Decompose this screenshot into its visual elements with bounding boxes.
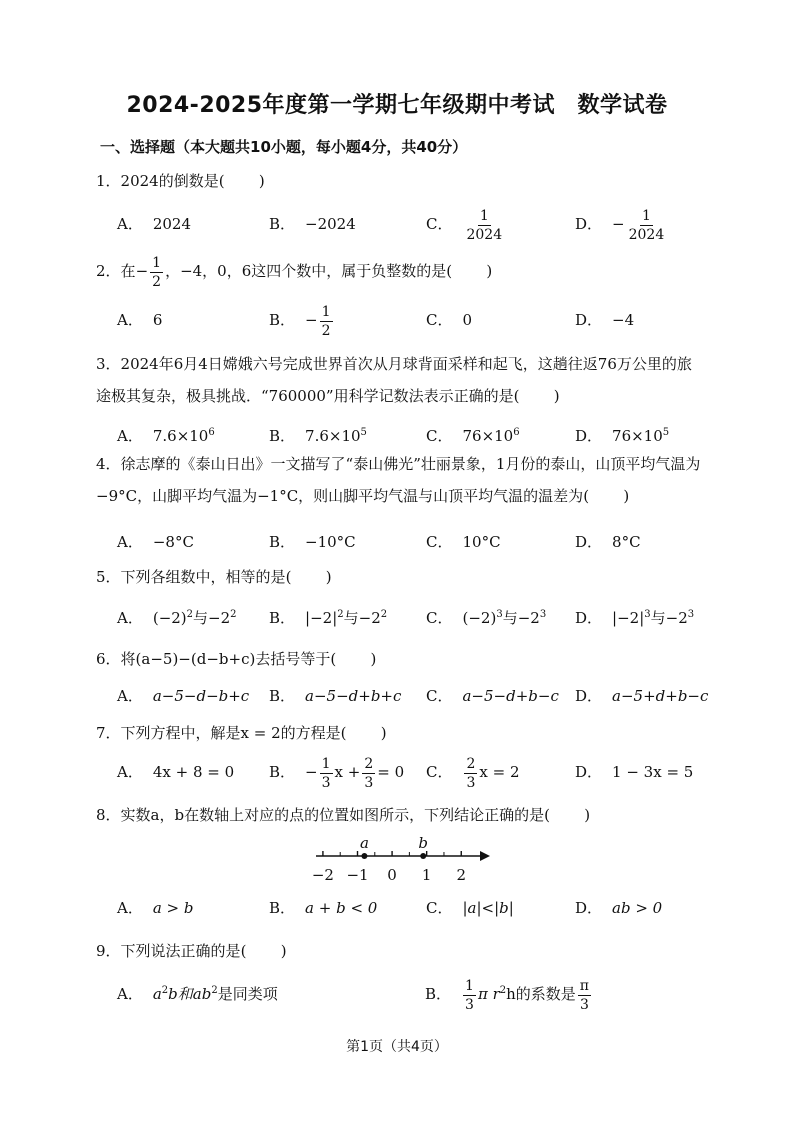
option-d: D． −4 [575,311,635,329]
number-line-point-label: b [418,834,429,852]
option-a: A． $(-2)^2$与$-2^2$ [117,609,237,627]
option-d: D． a−5+d+b−c [575,687,709,705]
option-b: B． a−5−d+b+c [269,687,402,705]
question-8-options [117,888,717,928]
option-a: A． $a^2b$和$ab^2$是同类项 [117,985,278,1003]
answer-blank [286,560,332,594]
question-3: 3．2024年6月4日嫦娥六号完成世界首次从月球背面采样和起飞，这趟往返76万公里的旅途极其复杂，极具挑战．“760000”用科学记数法表示正确的是( ) [96,348,706,412]
question-1-options [117,204,717,244]
option-a: A． 6 [117,311,163,329]
question-2-options [117,300,717,340]
fraction: $\frac{1}{2024}$ [466,207,503,243]
option-b: B． $\frac{1}{3}$ π $r^2h$的系数是 $\frac{\pi}{3}$ [425,977,589,1013]
option-d: D． $76\times 10^5$ [575,427,670,445]
option-c: C． $\frac{1}{2024}$ [426,207,503,243]
fraction: $\frac{1}{3}$ [465,977,474,1013]
question-4-options [117,522,717,562]
question-6: 6．将(a−5)−(d−b+c)去括号等于( ) [96,642,706,676]
number-line-point-a [361,853,367,859]
option-c: C． a−5−d+b−c [426,687,559,705]
number-line-tick-label: −1 [346,866,369,884]
option-d: D． 8°C [575,533,641,551]
option-d: D． − $\frac{1}{2024}$ [575,207,665,243]
option-b: B． $|-2|^2$与$-2^2$ [269,609,388,627]
question-2: 2．在− $\frac{1}{2}$ ，−4，0，6这四个数中，属于负整数的是( ) [96,254,706,289]
option-c: C． |a|<|b| [426,899,514,917]
number-line-tick-label: 1 [421,866,432,884]
page-footer: 第1页（共4页） [346,1039,448,1055]
answer-blank [446,254,492,288]
number-line-arrow [480,851,490,861]
question-1: 1．2024的倒数是( ) [96,164,706,198]
question-4: 4．徐志摩的《泰山日出》一文描写了“泰山佛光”壮丽景象，1月份的泰山，山顶平均气温为−9°C，山脚平均气温为−1°C，则山脚平均气温与山顶平均气温的温差为( ) [96,448,706,512]
number-line-point-label: a [359,834,369,852]
option-c: C． $\frac{2}{3}$ x = 2 [426,755,520,791]
answer-blank [514,380,560,412]
option-c: C． $76\times 10^6$ [426,427,520,445]
answer-blank [341,716,387,750]
section-heading: 一、选择题（本大题共10小题，每小题4分，共40分） [100,138,468,156]
option-b: B． −10°C [269,533,356,551]
option-a: A． −8°C [117,533,194,551]
exam-title: 2024-2025年度第一学期七年级期中考试 数学试卷 [126,93,668,118]
question-9: 9．下列说法正确的是( ) [96,934,706,968]
answer-blank [544,798,590,832]
number-line-point-b [420,853,426,859]
answer-blank [219,164,265,198]
option-c: C． 0 [426,311,473,329]
option-a: A． $7.6\times 10^6$ [117,427,215,445]
option-b: B． a + b < 0 [269,899,378,917]
option-a: A． 2024 [117,215,192,233]
question-5-options [117,598,717,638]
fraction: $\frac{1}{2}$ [152,254,162,290]
answer-blank [330,642,376,676]
number-line-figure [306,832,496,888]
option-c: C． $(-2)^3$与$-2^3$ [426,609,547,627]
option-a: A． a > b [117,899,194,917]
fraction: $\frac{1}{2}$ [321,303,331,339]
fraction: $\frac{\pi}{3}$ [579,977,589,1013]
option-a: A． a−5−d−b+c [117,687,250,705]
number-line-tick-label: 2 [456,866,467,884]
option-b: B． − $\frac{1}{2}$ [269,303,331,339]
option-d: D． 1 − 3x = 5 [575,763,694,781]
option-b: B． −2024 [269,215,356,233]
question-6-options [117,676,717,716]
question-5: 5．下列各组数中，相等的是( ) [96,560,706,594]
question-7: 7．下列方程中，解是x = 2的方程是( ) [96,716,706,750]
question-7-options [117,752,717,792]
option-d: D． $|-2|^3$与$-2^3$ [575,609,695,627]
option-a: A． 4x + 8 = 0 [117,763,235,781]
fraction: $\frac{2}{3}$ [364,755,374,791]
fraction: $\frac{2}{3}$ [466,755,476,791]
option-c: C． 10°C [426,533,501,551]
option-b: B． $7.6\times 10^5$ [269,427,367,445]
number-line-tick-label: 0 [387,866,397,884]
option-b: B． − $\frac{1}{3}$ x + $\frac{2}{3}$ = 0 [269,755,405,791]
fraction: $\frac{1}{3}$ [321,755,331,791]
fraction: $\frac{1}{2024}$ [628,207,665,243]
answer-blank [583,480,629,512]
answer-blank [241,934,287,968]
question-8: 8．实数a，b在数轴上对应的点的位置如图所示，下列结论正确的是( ) [96,798,706,832]
number-line-tick-label: −2 [311,866,334,884]
option-d: D． ab > 0 [575,899,663,917]
question-9-options [117,974,717,1022]
